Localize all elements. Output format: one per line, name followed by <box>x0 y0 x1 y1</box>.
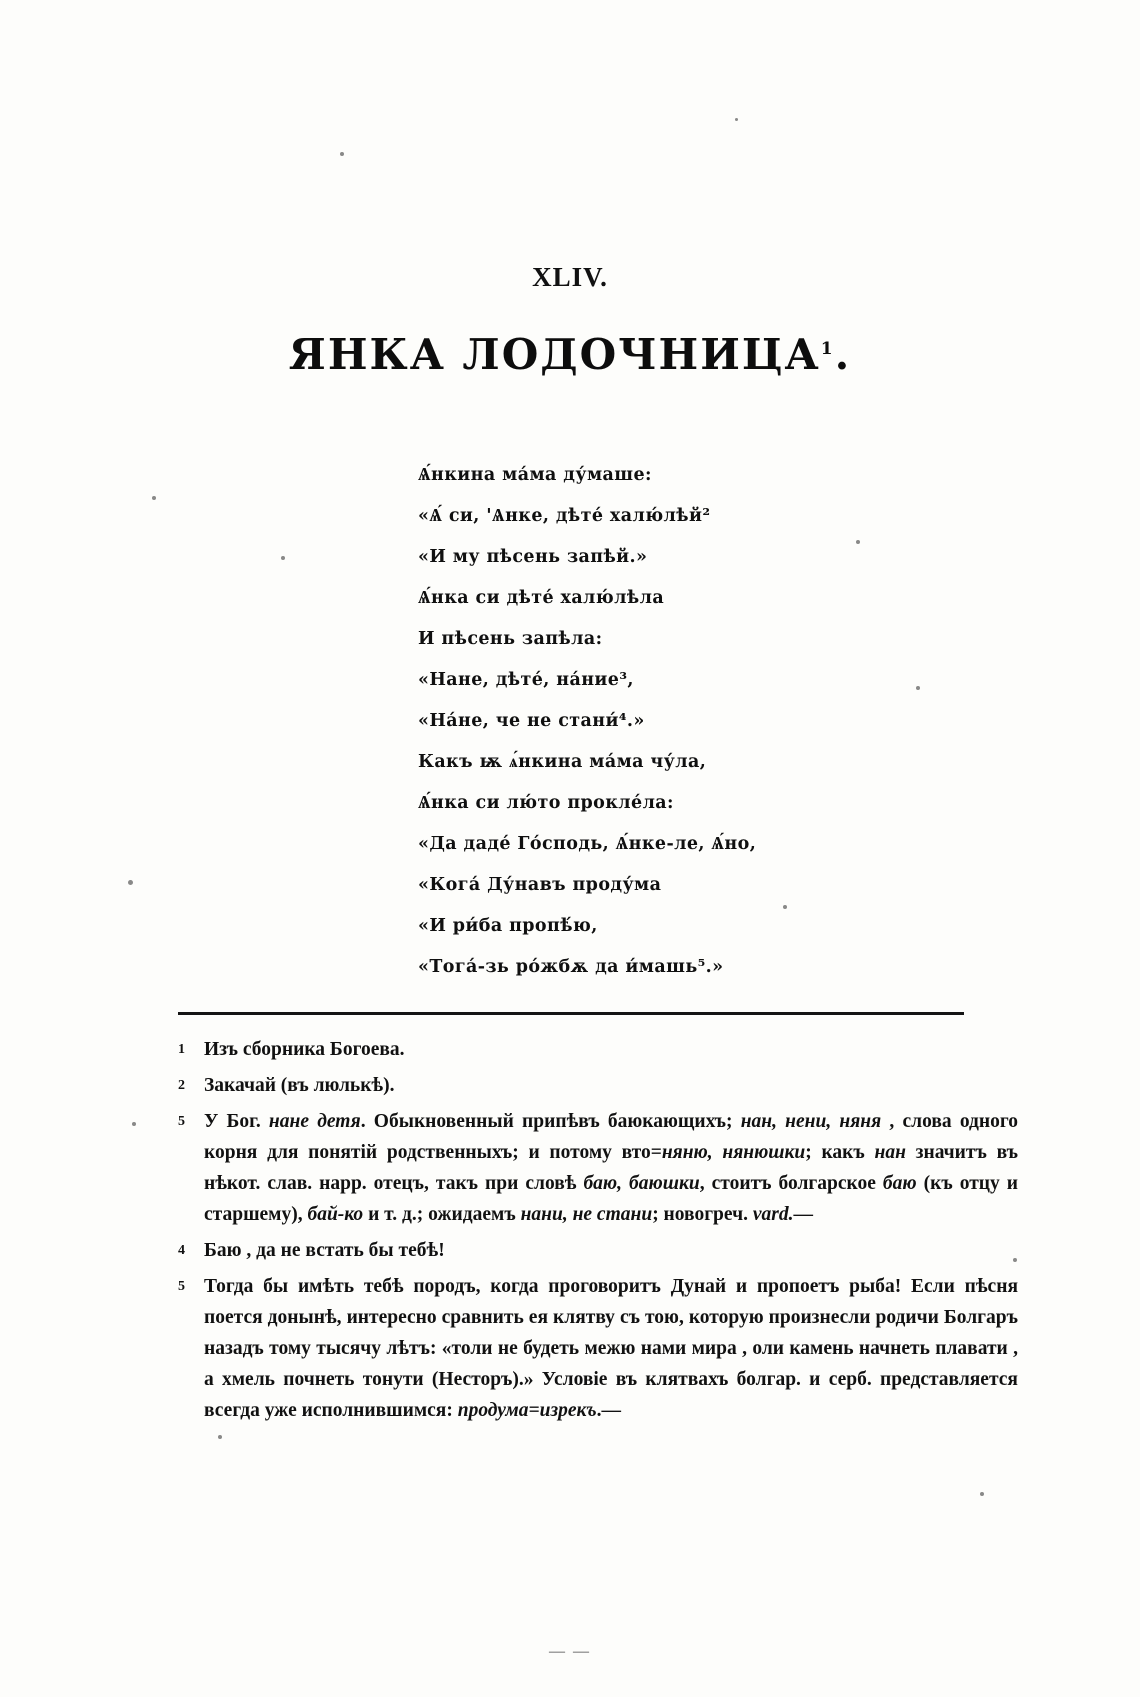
verse-line: Ѧ́нка си дѣте́ халю́лѣла <box>418 588 665 608</box>
footnote-text: Закачай (въ люлькѣ). <box>204 1075 395 1096</box>
footnote-text: Тогда бы имѣть тебѣ породъ, когда проговоритъ Дунай и пропоетъ рыба! Если пѣсня поется донынѣ, интересно сравнить ея клятву съ тою, которую произнесли родичи Болгаръ назадъ тому тысячу лѣтъ: «толи не будеть межю нами мира , оли камень начнеть плавати , а хмель почнеть тонути (Несторъ).» Условіе въ клятвахъ болгар. и серб. представляется всегда уже исполнившимся: продума=изрекъ.— <box>204 1276 1018 1421</box>
page-title: ЯНКА ЛОДОЧНИЦА$^1$. <box>288 330 852 379</box>
footnote-item <box>178 1034 1018 1065</box>
footnote-item <box>178 1106 1018 1230</box>
verse-line: Ѧ́нкина ма́ма ду́маше: <box>418 465 652 485</box>
verse-line: Ѧ́нка си лю́то прокле́ла: <box>418 793 674 813</box>
paper-speck <box>132 1122 136 1126</box>
footnote-marker: 1 <box>178 1042 185 1057</box>
verse-line: «Ѧ́ си, 'Ѧнке, дѣте́ халю́лѣй² <box>418 506 711 526</box>
footnote-text: Изъ сборника Богоева. <box>204 1039 405 1060</box>
verse-line: «Нане, дѣте́, на́ние³, <box>418 670 634 690</box>
footnote-item <box>178 1271 1018 1426</box>
footnote-marker: 5 <box>178 1114 185 1129</box>
verse-line: «И му пѣсень запѣй.» <box>418 547 648 567</box>
paper-speck <box>340 152 344 156</box>
chapter-number: XLIV. <box>532 262 608 292</box>
paper-speck <box>128 880 133 885</box>
page-title-text: ЯНКА ЛОДОЧНИЦА <box>288 330 821 379</box>
footnote-text: Баю , да не встать бы тебѣ! <box>204 1240 445 1261</box>
paper-speck <box>735 118 738 121</box>
verse-line: «И ри́ба пропѣ́ю, <box>418 916 598 936</box>
verse-line: Какъ ѭ ѧ́нкина ма́ма чу́ла, <box>418 752 707 772</box>
verse-block <box>418 455 938 988</box>
verse-line: «На́нe, че не стани́⁴.» <box>418 711 645 731</box>
footnote-item <box>178 1070 1018 1101</box>
page-footer-mark: — — <box>549 1643 591 1660</box>
footnote-marker: 5 <box>178 1279 185 1294</box>
paper-speck <box>152 496 156 500</box>
footnote-separator-rule <box>178 1012 964 1015</box>
verse-line: И пѣсень запѣла: <box>418 629 603 649</box>
footnote-item <box>178 1235 1018 1266</box>
page-title-footnote-ref: 1 <box>820 339 835 359</box>
footnotes-section <box>178 1034 1018 1431</box>
footnote-marker: 2 <box>178 1078 185 1093</box>
paper-speck <box>980 1492 984 1496</box>
verse-line: «Кога́ Ду́навъ проду́ма <box>418 875 662 895</box>
verse-line: «Тога́-зь ро́жбѫ да и́машь⁵.» <box>418 957 724 977</box>
paper-speck <box>281 556 285 560</box>
verse-line: «Да даде́ Го́сподь, Ѧ́нке-ле, Ѧ́но, <box>418 834 757 854</box>
footnote-marker: 4 <box>178 1243 185 1258</box>
footnote-text: У Бог. нане детя. Обыкновенный припѣвъ баюкающихъ; нан, нени, няня , слова одного корня для понятій родственныхъ; и потому вто=няню, нянюшки; какъ нан значитъ въ нѣкот. слав. нарр. отецъ, такъ при словѣ баю, баюшки, стоитъ болгарское баю (къ отцу и старшему), бай-ко и т. д.; ожидаемъ нани, не стани; новогреч. vard.— <box>204 1111 1019 1225</box>
paper-speck <box>218 1435 222 1439</box>
